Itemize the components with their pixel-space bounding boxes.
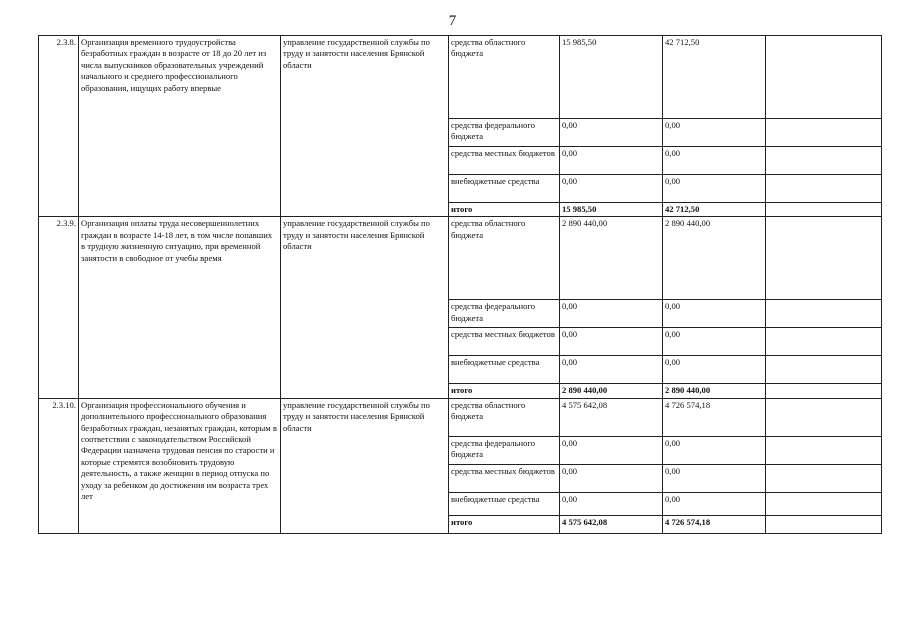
funding-source: внебюджетные средства bbox=[449, 492, 560, 515]
empty-cell bbox=[766, 217, 882, 300]
total-value-1: 2 890 440,00 bbox=[560, 384, 663, 398]
total-label: итого bbox=[449, 203, 560, 217]
page-number: 7 bbox=[448, 13, 457, 29]
empty-cell bbox=[766, 398, 882, 436]
funding-value-2: 0,00 bbox=[663, 492, 766, 515]
executor: управление государственной службы по труду и занятости населения Брянской области bbox=[281, 36, 449, 217]
program-funding-table bbox=[38, 35, 882, 534]
funding-value-1: 0,00 bbox=[560, 300, 663, 328]
funding-value-2: 0,00 bbox=[663, 119, 766, 147]
funding-source: средства областного бюджета bbox=[449, 217, 560, 300]
funding-value-1: 2 890 440,00 bbox=[560, 217, 663, 300]
empty-cell bbox=[766, 147, 882, 175]
funding-source: внебюджетные средства bbox=[449, 175, 560, 203]
measure-description: Организация профессионального обучения и дополнительного профессионального образования безработных граждан, незанятых граждан, которым в соответствии с законодательством Российской Федерации назначена трудовая пенсия по старости и которые стремятся возобновить трудовую деятельность, а также женщин в период отпуска по уходу за ребенком до достижения им возраста трех лет bbox=[79, 398, 281, 533]
funding-source: средства местных бюджетов bbox=[449, 328, 560, 356]
measure-number: 2.3.10. bbox=[39, 398, 79, 533]
empty-cell bbox=[766, 119, 882, 147]
measure-description: Организация оплаты труда несовершеннолетних граждан в возрасте 14-18 лет, в том числе попавших в трудную жизненную ситуацию, при временной занятости в свободное от учебы время bbox=[79, 217, 281, 398]
funding-source: средства местных бюджетов bbox=[449, 464, 560, 492]
funding-source: средства областного бюджета bbox=[449, 398, 560, 436]
funding-source: внебюджетные средства bbox=[449, 356, 560, 384]
funding-source: средства областного бюджета bbox=[449, 36, 560, 119]
funding-source: средства федерального бюджета bbox=[449, 436, 560, 464]
measure-description: Организация временного трудоустройства безработных граждан в возрасте от 18 до 20 лет из числа выпускников образовательных учреждений начального и среднего профессионального образования, ищущих работу впервые bbox=[79, 36, 281, 217]
total-label: итого bbox=[449, 515, 560, 533]
funding-value-1: 0,00 bbox=[560, 464, 663, 492]
empty-cell bbox=[766, 384, 882, 398]
funding-source: средства федерального бюджета bbox=[449, 119, 560, 147]
funding-value-2: 0,00 bbox=[663, 436, 766, 464]
funding-value-1: 0,00 bbox=[560, 356, 663, 384]
funding-source: средства федерального бюджета bbox=[449, 300, 560, 328]
funding-value-1: 0,00 bbox=[560, 175, 663, 203]
total-label: итого bbox=[449, 384, 560, 398]
funding-value-2: 0,00 bbox=[663, 464, 766, 492]
empty-cell bbox=[766, 356, 882, 384]
empty-cell bbox=[766, 328, 882, 356]
funding-value-2: 0,00 bbox=[663, 300, 766, 328]
funding-value-2: 0,00 bbox=[663, 175, 766, 203]
empty-cell bbox=[766, 515, 882, 533]
funding-row bbox=[39, 36, 882, 119]
empty-cell bbox=[766, 203, 882, 217]
funding-value-1: 0,00 bbox=[560, 119, 663, 147]
total-value-1: 4 575 642,08 bbox=[560, 515, 663, 533]
funding-value-1: 0,00 bbox=[560, 492, 663, 515]
funding-row bbox=[39, 217, 882, 300]
measure-number: 2.3.9. bbox=[39, 217, 79, 398]
total-value-2: 2 890 440,00 bbox=[663, 384, 766, 398]
empty-cell bbox=[766, 175, 882, 203]
total-value-2: 42 712,50 bbox=[663, 203, 766, 217]
funding-value-2: 2 890 440,00 bbox=[663, 217, 766, 300]
funding-value-2: 0,00 bbox=[663, 147, 766, 175]
funding-value-1: 15 985,50 bbox=[560, 36, 663, 119]
empty-cell bbox=[766, 300, 882, 328]
funding-value-1: 0,00 bbox=[560, 147, 663, 175]
funding-value-2: 0,00 bbox=[663, 356, 766, 384]
empty-cell bbox=[766, 464, 882, 492]
executor: управление государственной службы по труду и занятости населения Брянской области bbox=[281, 217, 449, 398]
empty-cell bbox=[766, 492, 882, 515]
executor: управление государственной службы по труду и занятости населения Брянской области bbox=[281, 398, 449, 533]
funding-value-1: 0,00 bbox=[560, 328, 663, 356]
total-value-2: 4 726 574,18 bbox=[663, 515, 766, 533]
funding-value-1: 0,00 bbox=[560, 436, 663, 464]
funding-value-2: 4 726 574,18 bbox=[663, 398, 766, 436]
funding-row bbox=[39, 398, 882, 436]
measure-number: 2.3.8. bbox=[39, 36, 79, 217]
funding-value-2: 0,00 bbox=[663, 328, 766, 356]
funding-value-2: 42 712,50 bbox=[663, 36, 766, 119]
funding-source: средства местных бюджетов bbox=[449, 147, 560, 175]
empty-cell bbox=[766, 36, 882, 119]
empty-cell bbox=[766, 436, 882, 464]
funding-value-1: 4 575 642,08 bbox=[560, 398, 663, 436]
total-value-1: 15 985,50 bbox=[560, 203, 663, 217]
